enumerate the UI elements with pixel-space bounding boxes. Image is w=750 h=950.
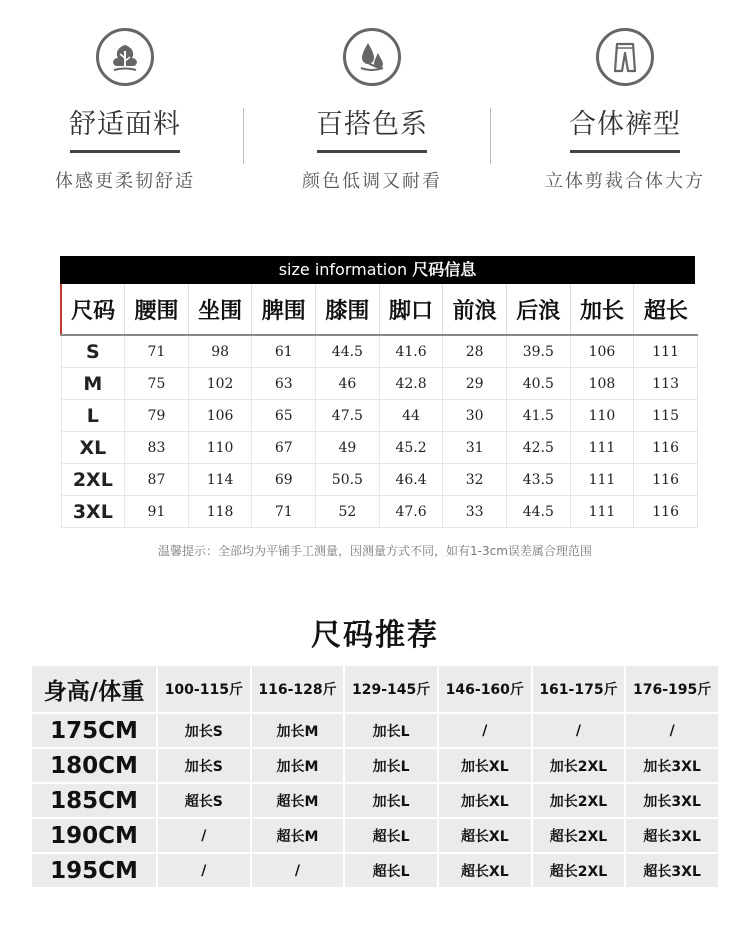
recommended-size-cell: 超长3XL	[626, 819, 718, 852]
recommended-size-cell: 超长2XL	[533, 819, 625, 852]
size-value-cell: 33	[443, 496, 507, 528]
size-label-cell: S	[61, 335, 125, 368]
size-value-cell: 47.5	[316, 400, 380, 432]
recommend-header-row	[32, 666, 718, 712]
recommend-row	[32, 784, 718, 817]
size-value-cell: 116	[634, 432, 698, 464]
size-table-column-header: 后浪	[506, 284, 570, 335]
recommended-size-cell: /	[252, 854, 344, 887]
recommended-size-cell: 超长L	[345, 819, 437, 852]
feature-underline	[570, 150, 680, 153]
size-table-column-header: 加长	[570, 284, 634, 335]
size-table-row	[61, 496, 698, 528]
size-value-cell: 116	[634, 464, 698, 496]
feature-underline	[317, 150, 427, 153]
water-drops-icon	[343, 28, 401, 86]
height-cell: 195CM	[32, 854, 156, 887]
features-section	[0, 20, 750, 195]
recommended-size-cell: 超长L	[345, 854, 437, 887]
size-value-cell: 65	[252, 400, 316, 432]
recommended-size-cell: 超长3XL	[626, 854, 718, 887]
size-value-cell: 61	[252, 335, 316, 368]
size-value-cell: 41.5	[506, 400, 570, 432]
height-cell: 180CM	[32, 749, 156, 782]
size-value-cell: 71	[125, 335, 189, 368]
size-value-cell: 67	[252, 432, 316, 464]
recommended-size-cell: 超长XL	[439, 819, 531, 852]
weight-range-header: 146-160斤	[439, 666, 531, 712]
recommended-size-cell: /	[158, 854, 250, 887]
size-value-cell: 46	[316, 368, 380, 400]
size-value-cell: 49	[316, 432, 380, 464]
size-value-cell: 50.5	[316, 464, 380, 496]
size-value-cell: 110	[570, 400, 634, 432]
size-value-cell: 91	[125, 496, 189, 528]
recommended-size-cell: /	[439, 714, 531, 747]
size-value-cell: 79	[125, 400, 189, 432]
size-value-cell: 108	[570, 368, 634, 400]
size-value-cell: 42.8	[379, 368, 443, 400]
size-info-header-en: size information	[278, 260, 408, 279]
size-value-cell: 30	[443, 400, 507, 432]
recommended-size-cell: 加长L	[345, 784, 437, 817]
size-table-column-header: 前浪	[443, 284, 507, 335]
size-value-cell: 114	[188, 464, 252, 496]
size-value-cell: 46.4	[379, 464, 443, 496]
size-value-cell: 31	[443, 432, 507, 464]
feature-subtitle: 体感更柔韧舒适	[55, 171, 195, 192]
recommended-size-cell: 超长M	[252, 819, 344, 852]
recommend-table-body	[32, 714, 718, 887]
size-value-cell: 106	[570, 335, 634, 368]
size-table-row	[61, 464, 698, 496]
weight-range-header: 161-175斤	[533, 666, 625, 712]
recommended-size-cell: 加长2XL	[533, 784, 625, 817]
feature-subtitle: 颜色低调又耐看	[302, 171, 442, 192]
feature-versatile-colors	[247, 20, 497, 193]
size-table-column-header: 尺码	[61, 284, 125, 335]
plant-icon	[96, 28, 154, 86]
recommended-size-cell: 超长2XL	[533, 854, 625, 887]
size-table-row	[61, 368, 698, 400]
size-value-cell: 42.5	[506, 432, 570, 464]
size-value-cell: 110	[188, 432, 252, 464]
size-value-cell: 111	[570, 432, 634, 464]
recommended-size-cell: 加长M	[252, 714, 344, 747]
feature-subtitle: 立体剪裁合体大方	[545, 171, 705, 192]
size-value-cell: 111	[570, 464, 634, 496]
size-value-cell: 52	[316, 496, 380, 528]
size-label-cell: L	[61, 400, 125, 432]
feature-underline	[70, 150, 180, 153]
size-value-cell: 118	[188, 496, 252, 528]
size-value-cell: 28	[443, 335, 507, 368]
size-info-table	[60, 284, 698, 528]
recommended-size-cell: 超长XL	[439, 854, 531, 887]
recommend-row	[32, 819, 718, 852]
size-value-cell: 111	[634, 335, 698, 368]
recommend-corner-cell: 身高/体重	[32, 666, 156, 712]
size-value-cell: 44	[379, 400, 443, 432]
size-value-cell: 63	[252, 368, 316, 400]
size-value-cell: 44.5	[506, 496, 570, 528]
feature-comfortable-fabric	[0, 20, 250, 193]
size-value-cell: 32	[443, 464, 507, 496]
measurement-note: 温馨提示：全部均为平铺手工测量，因测量方式不同，如有1-3cm误差属合理范围	[158, 544, 592, 558]
size-value-cell: 44.5	[316, 335, 380, 368]
size-info-header	[60, 256, 695, 284]
divider	[490, 108, 491, 164]
size-table-column-header: 脚口	[379, 284, 443, 335]
recommend-row	[32, 749, 718, 782]
size-value-cell: 83	[125, 432, 189, 464]
size-info-header-cn: 尺码信息	[412, 260, 477, 279]
height-cell: 175CM	[32, 714, 156, 747]
size-value-cell: 98	[188, 335, 252, 368]
divider	[243, 108, 244, 164]
size-value-cell: 106	[188, 400, 252, 432]
size-value-cell: 40.5	[506, 368, 570, 400]
recommended-size-cell: /	[158, 819, 250, 852]
recommend-title: 尺码推荐	[311, 618, 439, 653]
recommended-size-cell: 加长XL	[439, 784, 531, 817]
recommended-size-cell: 加长L	[345, 714, 437, 747]
recommended-size-cell: /	[626, 714, 718, 747]
weight-range-header: 129-145斤	[345, 666, 437, 712]
size-value-cell: 69	[252, 464, 316, 496]
size-table-column-header: 脾围	[252, 284, 316, 335]
recommended-size-cell: 加长S	[158, 714, 250, 747]
pants-icon	[596, 28, 654, 86]
size-label-cell: 3XL	[61, 496, 125, 528]
size-value-cell: 45.2	[379, 432, 443, 464]
recommended-size-cell: 加长M	[252, 749, 344, 782]
size-value-cell: 115	[634, 400, 698, 432]
size-value-cell: 43.5	[506, 464, 570, 496]
size-label-cell: XL	[61, 432, 125, 464]
weight-range-header: 176-195斤	[626, 666, 718, 712]
recommend-table	[30, 664, 720, 889]
size-table-column-header: 膝围	[316, 284, 380, 335]
recommended-size-cell: 加长3XL	[626, 784, 718, 817]
size-value-cell: 39.5	[506, 335, 570, 368]
size-value-cell: 113	[634, 368, 698, 400]
feature-title: 舒适面料	[69, 109, 181, 140]
size-label-cell: 2XL	[61, 464, 125, 496]
recommended-size-cell: /	[533, 714, 625, 747]
recommended-size-cell: 加长2XL	[533, 749, 625, 782]
recommended-size-cell: 超长S	[158, 784, 250, 817]
size-value-cell: 102	[188, 368, 252, 400]
recommended-size-cell: 超长M	[252, 784, 344, 817]
size-table-column-header: 超长	[634, 284, 698, 335]
size-value-cell: 71	[252, 496, 316, 528]
feature-title: 合体裤型	[569, 109, 681, 140]
recommend-row	[32, 714, 718, 747]
size-table-row	[61, 335, 698, 368]
height-cell: 185CM	[32, 784, 156, 817]
size-value-cell: 111	[570, 496, 634, 528]
size-value-cell: 116	[634, 496, 698, 528]
size-table-header-row	[61, 284, 698, 335]
recommended-size-cell: 加长S	[158, 749, 250, 782]
size-label-cell: M	[61, 368, 125, 400]
size-table-column-header: 腰围	[125, 284, 189, 335]
size-value-cell: 87	[125, 464, 189, 496]
recommended-size-cell: 加长L	[345, 749, 437, 782]
size-table-row	[61, 432, 698, 464]
size-value-cell: 47.6	[379, 496, 443, 528]
height-cell: 190CM	[32, 819, 156, 852]
feature-title: 百搭色系	[316, 109, 428, 140]
size-value-cell: 41.6	[379, 335, 443, 368]
feature-fitted-cut	[500, 20, 750, 193]
recommended-size-cell: 加长XL	[439, 749, 531, 782]
weight-range-header: 100-115斤	[158, 666, 250, 712]
size-table-row	[61, 400, 698, 432]
recommend-row	[32, 854, 718, 887]
weight-range-header: 116-128斤	[252, 666, 344, 712]
size-table-body	[61, 335, 698, 528]
size-value-cell: 29	[443, 368, 507, 400]
size-table-column-header: 坐围	[188, 284, 252, 335]
size-value-cell: 75	[125, 368, 189, 400]
recommended-size-cell: 加长3XL	[626, 749, 718, 782]
